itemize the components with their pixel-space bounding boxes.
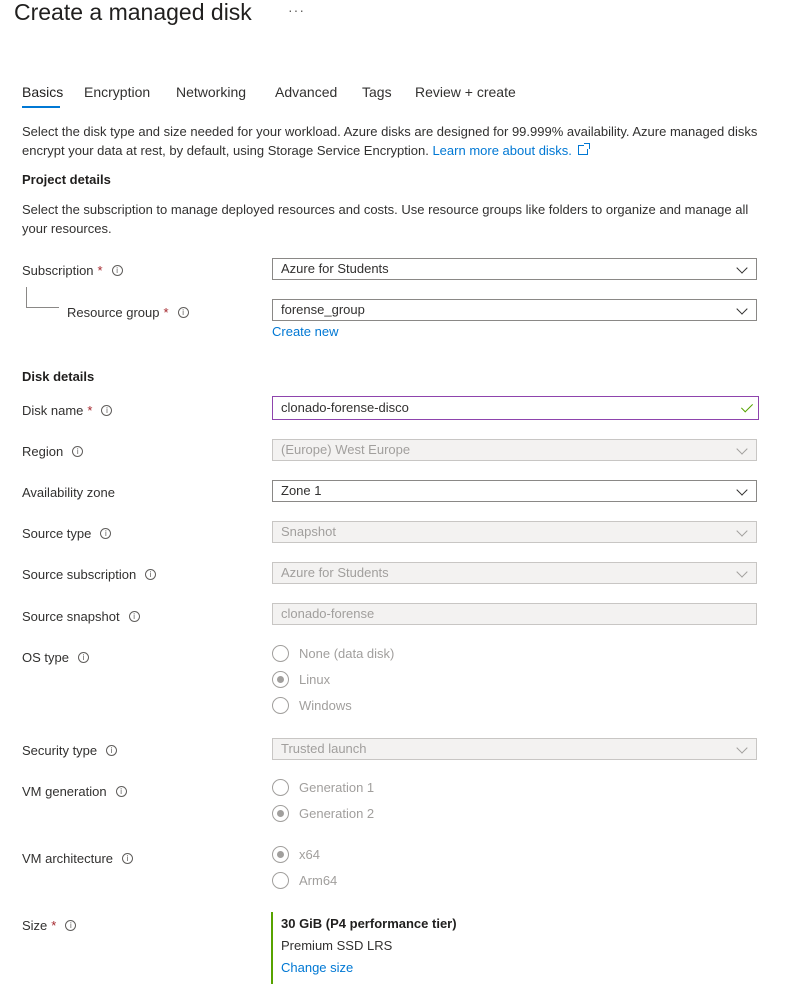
required-marker: * <box>97 262 103 278</box>
tab-basics[interactable]: Basics <box>22 84 64 100</box>
resource-group-value: forense_group <box>281 302 365 317</box>
intro-description <box>22 122 762 160</box>
info-icon[interactable]: i <box>72 446 83 457</box>
required-marker: * <box>163 304 169 320</box>
source-subscription-dropdown <box>272 562 757 584</box>
size-label-text: Size <box>22 917 48 933</box>
source-subscription-value: Azure for Students <box>281 565 389 580</box>
info-icon[interactable]: i <box>101 405 112 416</box>
required-marker: * <box>87 402 93 418</box>
vm-arch-radio-arm64[interactable] <box>272 870 337 890</box>
learn-more-label[interactable]: Learn more about disks. <box>432 143 572 158</box>
source-type-label <box>22 524 111 542</box>
vm-arch-option-arm64: Arm64 <box>299 872 338 888</box>
size-label <box>22 916 76 934</box>
size-sku: Premium SSD LRS <box>281 938 393 953</box>
subscription-label <box>22 261 123 279</box>
disk-name-input[interactable] <box>272 396 759 420</box>
security-type-dropdown <box>272 738 757 760</box>
intro-text: Select the disk type and size needed for your workload. Azure disks are designed for 99.999% availability. Azure managed disks encrypt your data at rest, by default, using Storage Service Encryption. <box>22 124 758 158</box>
region-dropdown <box>272 439 757 461</box>
os-type-label <box>22 648 89 666</box>
radio-circle[interactable] <box>272 779 289 796</box>
tab-advanced[interactable]: Advanced <box>275 84 338 100</box>
vm-gen-option-1: Generation 1 <box>299 779 375 795</box>
checkmark-icon <box>741 400 753 412</box>
vm-gen-radio-2[interactable] <box>272 803 374 823</box>
region-value: (Europe) West Europe <box>281 442 411 457</box>
vm-gen-radio-1[interactable] <box>272 777 374 797</box>
vm-architecture-label-text: VM architecture <box>22 850 114 866</box>
security-type-label-text: Security type <box>22 742 98 758</box>
os-type-radio-linux[interactable] <box>272 669 330 689</box>
region-label <box>22 442 83 460</box>
vm-architecture-label <box>22 849 133 867</box>
info-icon[interactable]: i <box>112 265 123 276</box>
create-new-link[interactable]: Create new <box>272 324 339 339</box>
radio-circle-selected[interactable] <box>272 805 289 822</box>
info-icon[interactable]: i <box>178 307 189 318</box>
chevron-down-icon <box>736 566 747 577</box>
info-icon[interactable]: i <box>116 786 127 797</box>
disk-name-label <box>22 401 112 419</box>
vm-arch-radio-x64[interactable] <box>272 844 320 864</box>
size-title: 30 GiB (P4 performance tier) <box>281 916 457 931</box>
active-tab-indicator <box>22 106 60 108</box>
info-icon[interactable]: i <box>65 920 76 931</box>
page-title: Create a managed disk <box>14 0 252 25</box>
subscription-label-text: Subscription <box>22 262 94 278</box>
os-type-radio-windows[interactable] <box>272 695 352 715</box>
source-subscription-label-text: Source subscription <box>22 566 137 582</box>
radio-circle[interactable] <box>272 645 289 662</box>
availability-zone-label-text: Availability zone <box>22 484 115 500</box>
os-type-radio-none[interactable] <box>272 643 394 663</box>
subscription-dropdown[interactable] <box>272 258 757 280</box>
security-type-value: Trusted launch <box>281 741 367 756</box>
info-icon[interactable]: i <box>145 569 156 580</box>
project-details-heading: Project details <box>22 172 111 187</box>
subscription-value: Azure for Students <box>281 261 389 276</box>
info-icon[interactable]: i <box>106 745 117 756</box>
os-type-label-text: OS type <box>22 649 69 665</box>
chevron-down-icon <box>736 443 747 454</box>
tab-encryption[interactable]: Encryption <box>84 84 151 100</box>
availability-zone-value: Zone 1 <box>281 483 322 498</box>
info-icon[interactable]: i <box>129 611 140 622</box>
source-type-value: Snapshot <box>281 524 336 539</box>
disk-name-label-text: Disk name <box>22 402 84 418</box>
tab-review-create[interactable]: Review + create <box>415 84 516 100</box>
source-snapshot-label <box>22 607 140 625</box>
source-subscription-label <box>22 565 156 583</box>
tree-connector <box>26 287 59 308</box>
chevron-down-icon <box>736 303 747 314</box>
source-snapshot-label-text: Source snapshot <box>22 608 120 624</box>
source-type-dropdown <box>272 521 757 543</box>
os-option-none: None (data disk) <box>299 645 395 661</box>
chevron-down-icon <box>736 525 747 536</box>
resource-group-label-text: Resource group <box>67 304 160 320</box>
os-option-windows: Windows <box>299 697 352 713</box>
source-snapshot-value: clonado-forense <box>281 606 375 621</box>
info-icon[interactable]: i <box>122 853 133 864</box>
radio-circle[interactable] <box>272 872 289 889</box>
size-valid-bar <box>271 912 273 984</box>
tab-tags[interactable]: Tags <box>362 84 392 100</box>
info-icon[interactable]: i <box>78 652 89 663</box>
more-options-icon[interactable]: ··· <box>288 2 305 18</box>
security-type-label <box>22 741 117 759</box>
disk-name-value: clonado-forense-disco <box>281 400 409 415</box>
info-icon[interactable]: i <box>100 528 111 539</box>
vm-generation-label-text: VM generation <box>22 783 107 799</box>
learn-more-link[interactable] <box>432 143 587 158</box>
vm-gen-option-2: Generation 2 <box>299 805 375 821</box>
vm-arch-option-x64: x64 <box>299 846 320 862</box>
external-link-icon <box>578 145 588 155</box>
availability-zone-dropdown[interactable] <box>272 480 757 502</box>
resource-group-dropdown[interactable] <box>272 299 757 321</box>
availability-zone-label <box>22 483 115 501</box>
radio-circle[interactable] <box>272 697 289 714</box>
disk-details-heading: Disk details <box>22 369 95 384</box>
source-snapshot-field <box>272 603 757 625</box>
project-details-description: Select the subscription to manage deployed resources and costs. Use resource groups like folders to organize and manage all your resources. <box>22 202 749 236</box>
radio-circle-selected[interactable] <box>272 846 289 863</box>
resource-group-label <box>67 303 189 321</box>
vm-generation-label <box>22 782 127 800</box>
source-type-label-text: Source type <box>22 525 92 541</box>
chevron-down-icon <box>736 742 747 753</box>
change-size-link[interactable]: Change size <box>281 960 354 975</box>
required-marker: * <box>51 917 57 933</box>
region-label-text: Region <box>22 443 64 459</box>
chevron-down-icon <box>736 262 747 273</box>
chevron-down-icon <box>736 484 747 495</box>
tab-networking[interactable]: Networking <box>176 84 247 100</box>
os-option-linux: Linux <box>299 671 331 687</box>
radio-circle-selected[interactable] <box>272 671 289 688</box>
